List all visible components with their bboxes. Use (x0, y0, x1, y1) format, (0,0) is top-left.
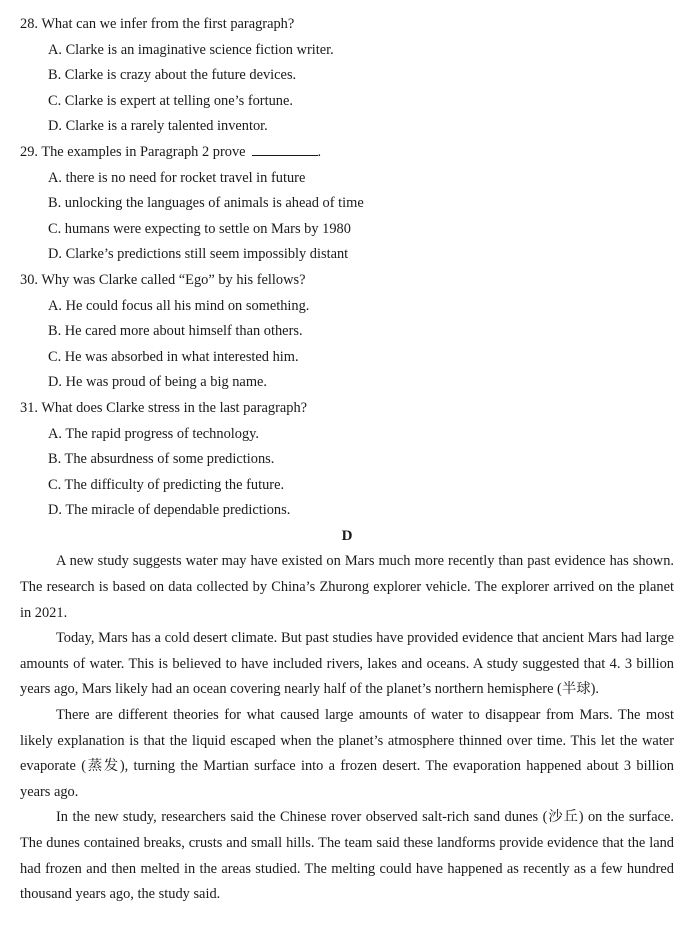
option-b: B. He cared more about himself than others. (48, 323, 303, 340)
passage-paragraph: A new study suggests water may have existed on Mars much more recently than past evidence has shown. The research is based on data collected by China’s Zhurong explorer vehicle. The explorer arrived on the planet in 2021. (20, 553, 674, 621)
question-31 (20, 396, 674, 524)
question-30 (20, 268, 674, 396)
question-stem-text: 29. The examples in Paragraph 2 prove (20, 143, 246, 160)
question-28 (20, 12, 674, 140)
question-29 (20, 140, 674, 268)
question-stem-end: . (317, 143, 322, 160)
option-a: A. He could focus all his mind on something. (48, 297, 310, 314)
answer-blank (252, 141, 318, 156)
passage-paragraph: There are different theories for what caused large amounts of water to disappear from Mars. The most likely explanation is that the liquid escaped when the planet’s atmosphere thinned over time. This let the water evaporate (蒸发), turning the Martian surface into a frozen desert. The evaporation happened about 3 billion years ago. (20, 707, 674, 800)
option-c: C. The difficulty of predicting the future. (48, 476, 285, 493)
option-b: B. Clarke is crazy about the future devices. (48, 67, 297, 84)
option-c: C. humans were expecting to settle on Mars by 1980 (48, 220, 351, 237)
option-d: D. He was proud of being a big name. (48, 374, 268, 391)
question-stem: 31. What does Clarke stress in the last paragraph? (20, 399, 308, 416)
passage-paragraph: In the new study, researchers said the Chinese rover observed salt-rich sand dunes (沙丘) on the surface. The dunes contained breaks, crusts and small hills. The team said these landforms provide evidence that the land had frozen and then melted in the areas studied. The melting could have happened as recently as a few hundred thousand years ago, the study said. (20, 809, 674, 903)
option-c: C. Clarke is expert at telling one’s fortune. (48, 92, 293, 109)
option-a: A. there is no need for rocket travel in future (48, 169, 306, 186)
option-d: D. The miracle of dependable predictions. (48, 502, 291, 519)
option-c: C. He was absorbed in what interested him. (48, 348, 299, 365)
option-d: D. Clarke’s predictions still seem impossibly distant (48, 246, 349, 263)
option-d: D. Clarke is a rarely talented inventor. (48, 118, 268, 135)
question-stem (20, 140, 674, 166)
section-title: D (341, 527, 353, 544)
passage-paragraph: Today, Mars has a cold desert climate. But past studies have provided evidence that ancient Mars had large amounts of water. This is believed to have included rivers, lakes and oceans. A study suggested that 4. 3 billion years ago, Mars likely had an ocean covering nearly half of the planet’s northern hemisphere (半球). (20, 630, 674, 698)
option-b: B. The absurdness of some predictions. (48, 451, 275, 468)
option-a: A. Clarke is an imaginative science fiction writer. (48, 41, 334, 58)
option-b: B. unlocking the languages of animals is ahead of time (48, 195, 364, 212)
option-a: A. The rapid progress of technology. (48, 425, 260, 442)
question-stem: 28. What can we infer from the first paragraph? (20, 16, 295, 32)
question-stem: 30. Why was Clarke called “Ego” by his fellows? (20, 271, 306, 288)
